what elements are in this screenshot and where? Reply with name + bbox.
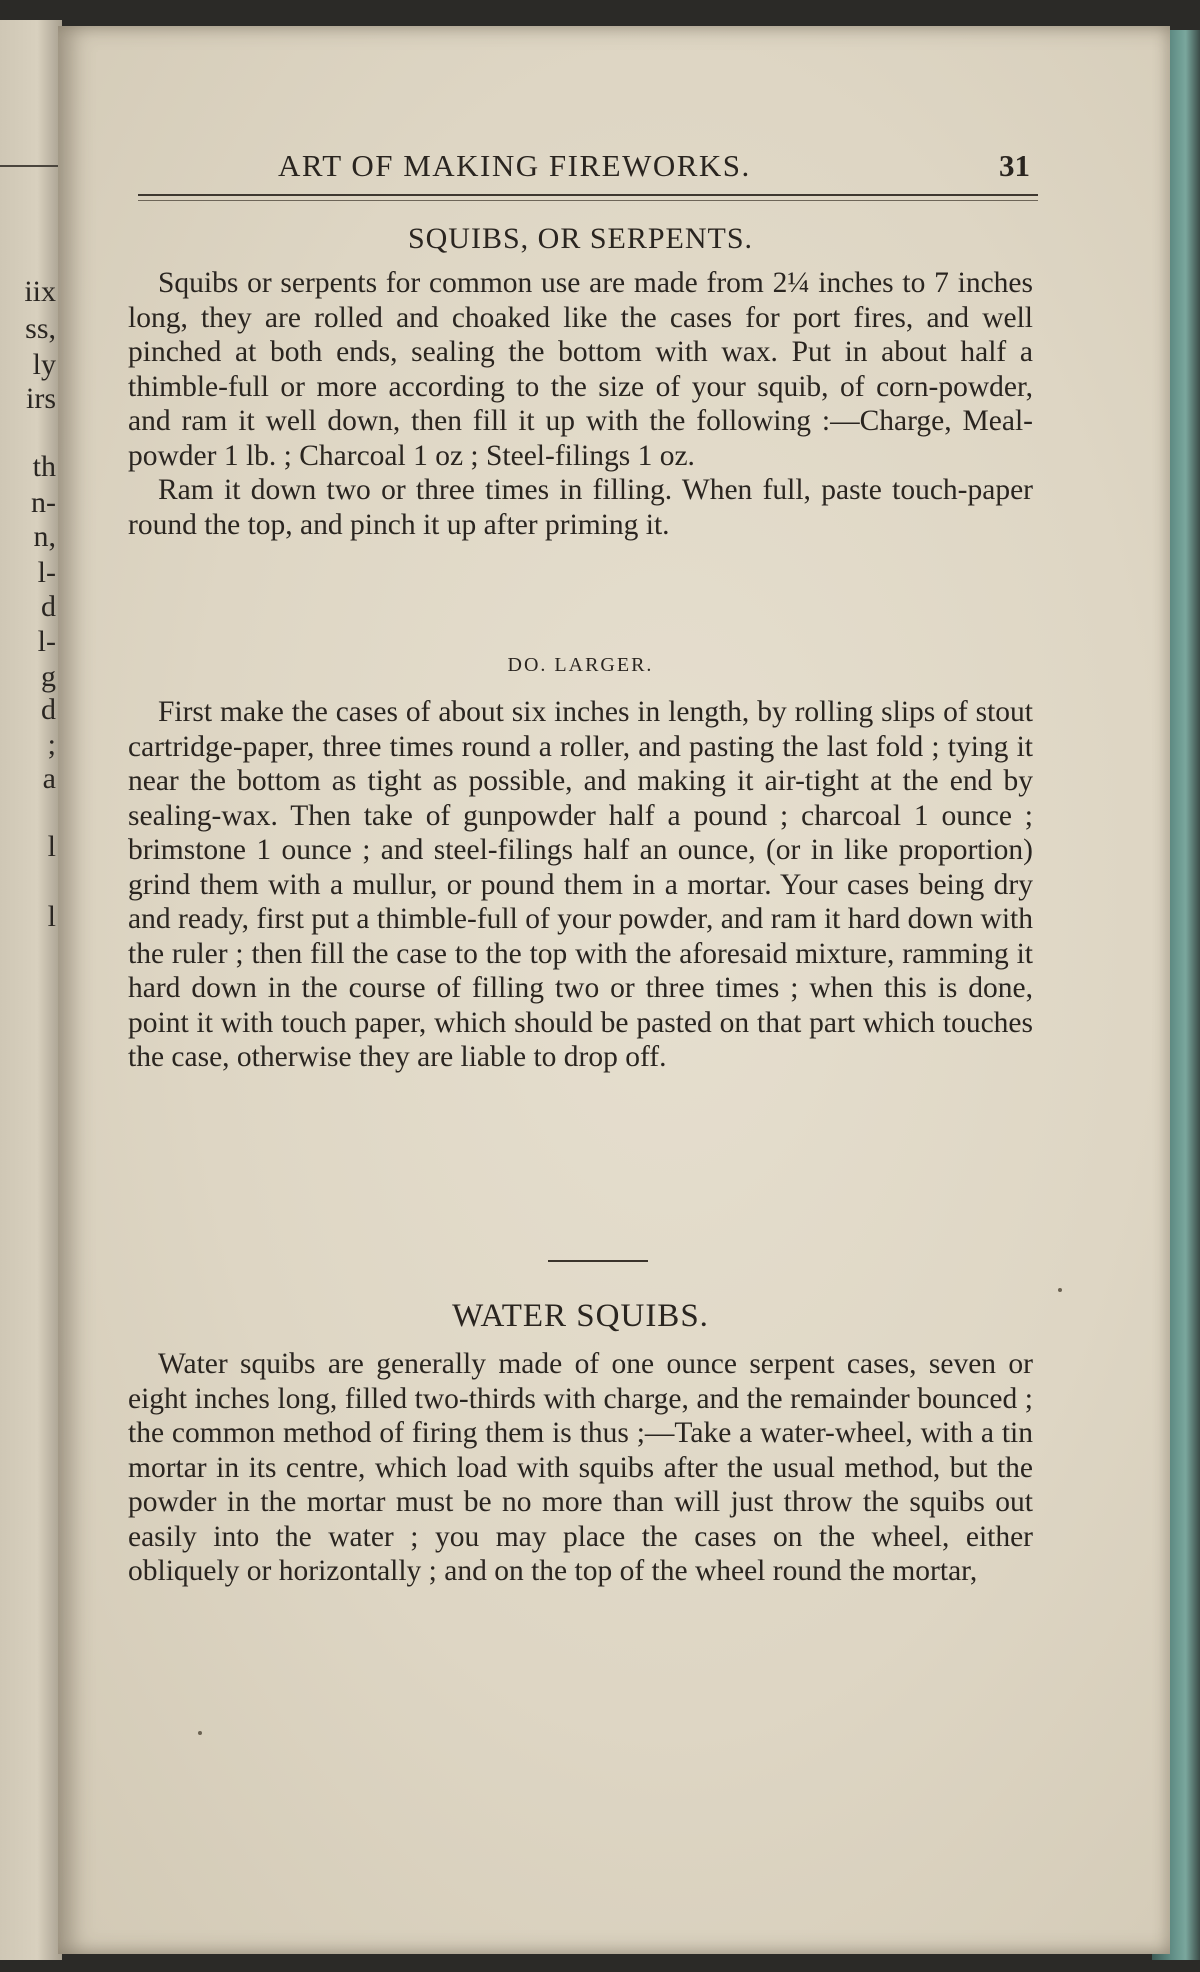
facing-page-fragment: l xyxy=(47,900,56,933)
section-larger xyxy=(128,654,1033,1075)
page-number: 31 xyxy=(999,148,1030,183)
facing-page-fragment: irs xyxy=(26,382,56,415)
running-head-title: ART OF MAKING FIREWORKS. xyxy=(278,148,751,183)
paper-speck xyxy=(1058,1288,1062,1292)
facing-page-fragment: iix xyxy=(24,275,56,308)
section-title-larger: DO. LARGER. xyxy=(507,654,654,676)
facing-page-fragment: g xyxy=(41,660,56,693)
facing-page-fragment: th xyxy=(32,450,56,483)
facing-page-fragment: d xyxy=(41,590,56,623)
section-squibs xyxy=(128,222,1033,542)
facing-page-edge xyxy=(0,20,62,1960)
book-page xyxy=(58,26,1170,1954)
section-title-squibs: SQUIBS, OR SERPENTS. xyxy=(407,222,754,255)
facing-page-fragment: a xyxy=(42,762,56,795)
header-rule-thin xyxy=(138,200,1038,201)
paragraph: First make the cases of about six inches in length, by rolling slips of stout cartridge-paper, three times round a roller, and pasting the last fold ; tying it near the bottom as tight as possible, and making it air-tight at the end by sealing-wax. Then take of gunpowder half a pound ; charcoal 1 ounce ; brimstone 1 ounce ; and steel-filings half an ounce, (or in like proportion) grind them with a mullur, or pound them in a mortar. Your cases being dry and ready, first put a thimble-full of your powder, and ram it hard down with the ruler ; then fill the case to the top with the aforesaid mixture, ramming it hard down in the course of filling two or three times ; when this is done, point it with touch paper, which should be pasted on that part which touches the case, otherwise they are liable to drop off. xyxy=(128,696,1033,1073)
facing-page-fragment: n, xyxy=(33,520,56,553)
running-head xyxy=(278,148,1038,190)
paper-speck xyxy=(198,1731,202,1735)
paragraph: Ram it down two or three times in filling. When full, paste touch-paper round the top, and pinch it up after priming it. xyxy=(128,474,1033,541)
facing-page-fragment: l- xyxy=(37,625,56,658)
facing-page-fragment: n- xyxy=(31,486,56,519)
facing-page-fragment: ; xyxy=(47,728,56,761)
section-water-squibs xyxy=(128,1298,1033,1589)
paragraph: Water squibs are generally made of one ounce serpent cases, seven or eight inches long, filled two-thirds with charge, and the remainder bounced ; the common method of firing them is thus ;—Take a water-wheel, with a tin mortar in its centre, which load with squibs after the usual method, but the powder in the mortar must be no more than will just throw the squibs out easily into the water ; you may place the cases on the wheel, either obliquely or horizontally ; and on the top of the wheel round the mortar, xyxy=(128,1348,1033,1587)
header-rule xyxy=(138,194,1038,196)
paragraph: Squibs or serpents for common use are made from 2¼ inches to 7 inches long, they are rolled and choaked like the cases for port fires, and well pinched at both ends, sealing the bottom with wax. Put in about half a thimble-full or more according to the size of your squib, of corn-powder, and ram it well down, then fill it up with the following :—Charge, Meal-powder 1 lb. ; Charcoal 1 oz ; Steel-filings 1 oz. xyxy=(128,267,1033,472)
section-divider xyxy=(548,1260,648,1262)
facing-page-fragment: d xyxy=(41,693,56,726)
facing-page-fragment: ss, xyxy=(25,312,56,345)
facing-page-rule xyxy=(0,165,62,167)
facing-page-fragment: ly xyxy=(32,348,56,381)
section-title-water-squibs: WATER SQUIBS. xyxy=(452,1298,709,1334)
facing-page-fragment: l xyxy=(47,830,56,863)
facing-page-fragment: l- xyxy=(37,556,56,589)
